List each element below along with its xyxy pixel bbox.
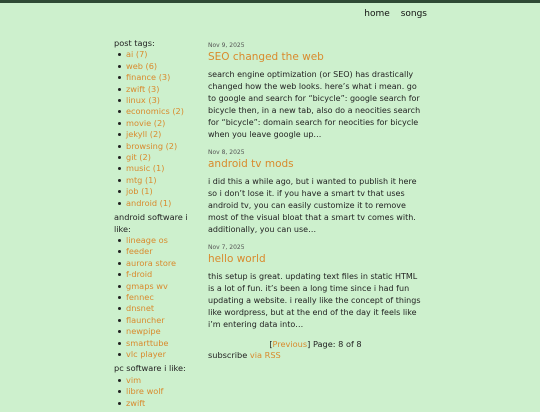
tag-link[interactable]: mtg (1) <box>126 174 157 185</box>
software-link[interactable]: gmaps wv <box>126 280 168 291</box>
software-link[interactable]: dnsnet <box>126 303 155 314</box>
post-tags-title: post tags: <box>114 38 155 48</box>
post-excerpt: search engine optimization (or SEO) has drastically changed how the web looks. here’s what i mean. go to google and search for “bicycle”: google search for bicycle then, in a new tab, also do a neocities search for “bicycle”: domain search for neocities for bicycle when you leave google up… <box>208 70 421 139</box>
software-link[interactable]: fennec <box>126 291 154 302</box>
software-link[interactable]: feeder <box>126 246 153 257</box>
software-item <box>126 303 204 314</box>
tag-link[interactable]: music (1) <box>126 163 165 174</box>
software-item <box>126 338 204 349</box>
android-software-list <box>114 235 204 360</box>
previous-page-link[interactable]: Previous <box>272 339 308 349</box>
pc-software-list <box>114 375 204 409</box>
software-item <box>126 258 204 269</box>
tag-link[interactable]: movie (2) <box>126 117 166 128</box>
rss-link[interactable]: via RSS <box>249 350 281 360</box>
post-entry <box>208 42 423 141</box>
tag-link[interactable]: job (1) <box>126 186 153 197</box>
software-link[interactable]: vlc player <box>126 348 166 359</box>
software-item <box>126 292 204 303</box>
software-link[interactable]: zwift <box>126 397 146 408</box>
post-date: Nov 8, 2025 <box>208 149 245 156</box>
post-excerpt: this setup is great. updating text files in static HTML is a lot of fun. it’s been a long time since i had fun updating a website. i really like the concept of things like wordpress, but at the end of the day it feels like i’m entering data into… <box>208 272 421 329</box>
software-item <box>126 326 204 337</box>
nav-songs-link[interactable]: songs <box>400 9 427 19</box>
top-border <box>0 0 540 3</box>
software-item <box>126 349 204 360</box>
tag-link[interactable]: zwift (3) <box>126 83 160 94</box>
software-item <box>126 246 204 257</box>
subscribe-text: subscribe <box>208 350 250 360</box>
tag-item <box>126 163 204 174</box>
subscribe-line <box>208 350 423 360</box>
software-link[interactable]: flauncher <box>126 314 165 325</box>
tag-item <box>126 198 204 209</box>
tag-link[interactable]: linux (3) <box>126 95 160 106</box>
tag-link[interactable]: economics (2) <box>126 106 184 117</box>
software-link[interactable]: vim <box>126 374 142 385</box>
nav-home-link[interactable]: home <box>364 9 390 19</box>
post-tags-list <box>114 49 204 209</box>
software-item <box>126 235 204 246</box>
tag-item <box>126 61 204 72</box>
post-title-link[interactable]: android tv mods <box>208 158 294 170</box>
tag-item <box>126 129 204 140</box>
sidebar <box>114 38 204 412</box>
software-link[interactable]: libre wolf <box>126 386 164 397</box>
software-link[interactable]: aurora store <box>126 257 177 268</box>
tag-item <box>126 95 204 106</box>
tag-link[interactable]: ai (7) <box>126 49 148 60</box>
tag-item <box>126 106 204 117</box>
post-title-link[interactable]: SEO changed the web <box>208 51 324 63</box>
software-link[interactable]: f-droid <box>126 269 153 280</box>
post-date: Nov 9, 2025 <box>208 42 245 49</box>
software-item <box>126 269 204 280</box>
tag-item <box>126 49 204 60</box>
tag-link[interactable]: git (2) <box>126 152 151 163</box>
software-item <box>126 386 204 397</box>
top-nav <box>356 9 427 19</box>
post-title-link[interactable]: hello world <box>208 253 266 265</box>
tag-link[interactable]: android (1) <box>126 197 172 208</box>
pager-bracket-close: ] <box>307 339 311 349</box>
tag-item <box>126 84 204 95</box>
software-item <box>126 315 204 326</box>
pc-software-title: pc software i like: <box>114 363 186 374</box>
software-link[interactable]: lineage os <box>126 234 168 245</box>
software-item <box>126 398 204 409</box>
pagination <box>208 339 423 349</box>
tag-item <box>126 186 204 197</box>
pager-bracket-open: [ <box>269 339 273 349</box>
software-link[interactable]: newpipe <box>126 326 161 337</box>
page-indicator: Page: 8 of 8 <box>310 339 362 349</box>
tag-item <box>126 118 204 129</box>
tag-link[interactable]: finance (3) <box>126 72 171 83</box>
tag-item <box>126 175 204 186</box>
software-link[interactable]: smarttube <box>126 337 169 348</box>
post-entry <box>208 244 423 331</box>
android-software-title: android software i like: <box>114 212 188 234</box>
tag-link[interactable]: web (6) <box>126 60 158 71</box>
software-item <box>126 375 204 386</box>
post-date: Nov 7, 2025 <box>208 244 245 251</box>
tag-item <box>126 72 204 83</box>
tag-item <box>126 141 204 152</box>
tag-item <box>126 152 204 163</box>
tag-link[interactable]: browsing (2) <box>126 140 178 151</box>
post-list <box>208 42 423 360</box>
software-item <box>126 281 204 292</box>
post-entry <box>208 149 423 236</box>
tag-link[interactable]: jekyll (2) <box>126 129 162 140</box>
post-excerpt: i did this a while ago, but i wanted to publish it here so i don’t lose it. if you have a smart tv that uses android tv, you can easily customize it to remove most of the visual bloat that a smart tv comes with. additionally, you can use… <box>208 177 417 234</box>
